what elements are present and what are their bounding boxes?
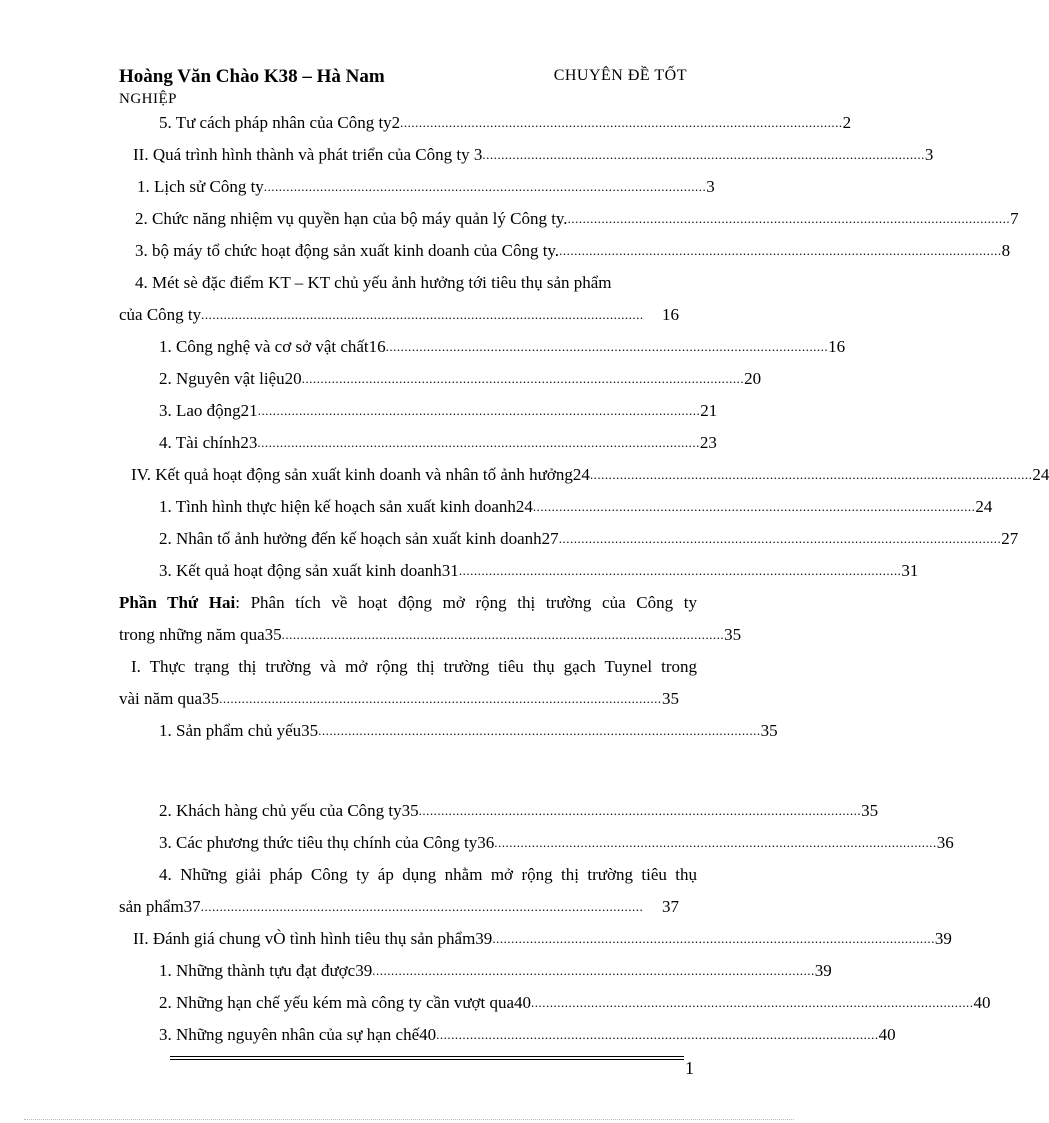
toc-entry: vài năm qua35 ...................................................................................................................... 35: [119, 689, 679, 708]
header-title: CHUYÊN ĐỀ TỐT: [553, 67, 687, 84]
footer-rule: [170, 1059, 684, 1060]
toc-entry: 1. Lịch sử Công ty ...................................................................................................................... 3: [137, 177, 715, 196]
toc-entry: 1. Công nghệ và cơ sở vật chất16 ...................................................................................................................... 16: [159, 337, 846, 356]
toc-entry: 1. Sản phẩm chủ yếu35 ...................................................................................................................... 35: [159, 721, 778, 740]
toc-entry: sản phẩm37 ...................................................................................................................... 37: [119, 897, 679, 916]
toc-entry: IV. Kết quả hoạt động sản xuất kinh doanh và nhân tố ảnh hưởng24 ...................................................................................................................... 24: [131, 465, 1049, 484]
toc-entry: 1. Tình hình thực hiện kế hoạch sản xuất kinh doanh24 ...................................................................................................................... 24: [159, 497, 993, 516]
toc-entry: 1. Những thành tựu đạt được39 ...................................................................................................................... 39: [159, 961, 832, 980]
toc-entry: 3. Các phương thức tiêu thụ chính của Công ty36 ...................................................................................................................... 36: [159, 833, 954, 852]
toc-entry: 3. bộ máy tổ chức hoạt động sản xuất kinh doanh của Công ty. ...................................................................................................................... 8: [135, 241, 1011, 260]
toc-entry: 3. Kết quả hoạt động sản xuất kinh doanh31 ...................................................................................................................... 31: [159, 561, 919, 580]
page-number: 1: [685, 1058, 694, 1078]
toc-entry: II. Quá trình hình thành và phát triển của Công ty 3 ...................................................................................................................... 3: [133, 145, 934, 164]
toc-entry: 2. Nguyên vật liệu20 ...................................................................................................................... 20: [159, 369, 762, 388]
toc-entry: II. Đánh giá chung vÒ tình hình tiêu thụ sản phẩm39 ...................................................................................................................... 39: [133, 929, 952, 948]
toc-entry: trong những năm qua35 ...................................................................................................................... 35: [119, 625, 742, 644]
toc-entry: 2. Chức năng nhiệm vụ quyền hạn của bộ máy quản lý Công ty. ...................................................................................................................... 7: [135, 209, 1019, 228]
toc-entry-line: I. Thực trạng thị trường và mở rộng thị trường tiêu thụ gạch Tuynel trong: [131, 657, 697, 676]
toc-entry: 2. Những hạn chế yếu kém mà công ty cần vượt qua40 ...................................................................................................................... 40: [159, 993, 991, 1012]
toc-entry: của Công ty ...................................................................................................................... 16: [119, 305, 679, 324]
toc-entry: 3. Lao động21 ...................................................................................................................... 21: [159, 401, 718, 420]
footer-rule: [170, 1056, 684, 1057]
toc-entry: 5. Tư cách pháp nhân của Công ty2 ...................................................................................................................... 2: [159, 113, 852, 132]
header-title-continued: NGHIỆP: [119, 91, 177, 107]
header-author: Hoàng Văn Chào K38 – Hà Nam: [119, 66, 385, 87]
page-edge-divider: [24, 1119, 794, 1120]
toc-section-heading: Phần Thứ Hai: Phân tích về hoạt động mở rộng thị trường của Công ty: [119, 593, 697, 612]
toc-entry: 3. Những nguyên nhân của sự hạn chế40 ...................................................................................................................... 40: [159, 1025, 896, 1044]
toc-entry-line: 4. Những giải pháp Công ty áp dụng nhằm mở rộng thị trường tiêu thụ: [159, 865, 697, 884]
toc-entry-line: 4. Mét sè đặc điểm KT – KT chủ yếu ảnh hưởng tới tiêu thụ sản phẩm: [135, 273, 612, 292]
toc-entry: 4. Tài chính23 ...................................................................................................................... 23: [159, 433, 717, 452]
toc-entry: 2. Khách hàng chủ yếu của Công ty35 ...................................................................................................................... 35: [159, 801, 879, 820]
toc-entry: 2. Nhân tố ảnh hưởng đến kế hoạch sản xuất kinh doanh27 ...................................................................................................................... 27: [159, 529, 1019, 548]
